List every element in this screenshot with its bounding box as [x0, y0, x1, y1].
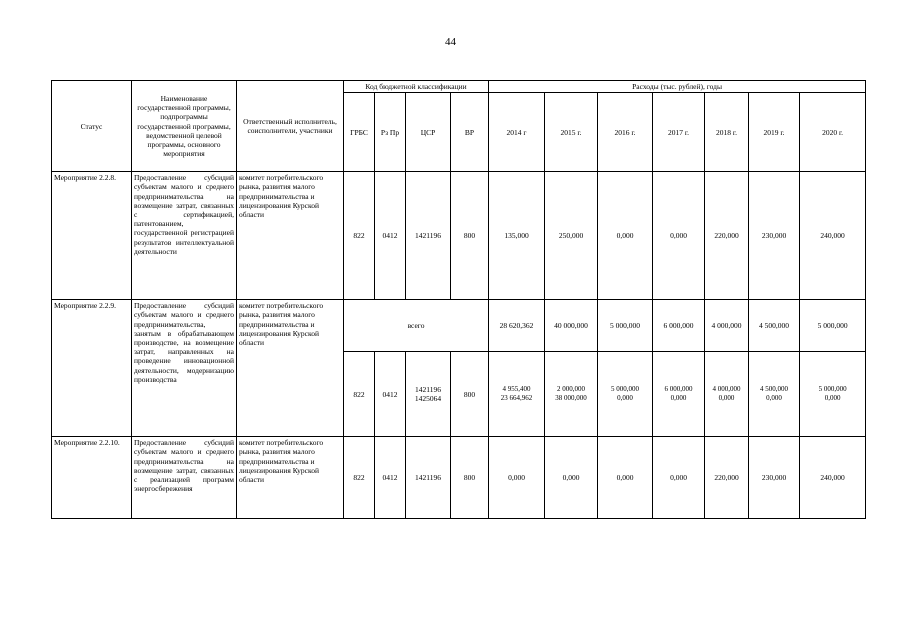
header-rzpr: Рз Пр	[375, 93, 406, 172]
row-rzpr: 0412	[375, 172, 406, 300]
value-line: 23 664,962	[500, 394, 533, 403]
row-csr: 1421196	[406, 437, 451, 519]
row-status: Мероприятие 2.2.8.	[52, 172, 132, 300]
value-line: 0,000	[766, 394, 782, 403]
header-grbs: ГРБС	[344, 93, 375, 172]
value-line: 0,000	[617, 394, 633, 403]
row-value: 240,000	[800, 437, 866, 519]
header-budget-code: Код бюджетной классификации	[344, 81, 489, 93]
row-rzpr: 0412	[375, 352, 406, 437]
row-responsible: комитет потребительского рынка, развития малого предпринимательства и лицензирования Курской области	[237, 172, 344, 300]
header-expenses: Расходы (тыс. рублей), годы	[489, 81, 866, 93]
row-value	[489, 352, 545, 437]
header-vr: ВР	[451, 93, 489, 172]
header-year: 2017 г.	[653, 93, 705, 172]
value-line: 6 000,000	[664, 385, 693, 393]
header-responsible: Ответственный исполнитель, соисполнители, участники	[237, 81, 344, 172]
row-value	[800, 352, 866, 437]
header-year: 2016 г.	[598, 93, 653, 172]
row-csr-line: 1421196	[415, 385, 441, 394]
row-name: Предоставление субсидий субъектам малого и среднего предпринимательства на возмещение затрат, связанных с сертификацией, патентованием, государственной регистрацией результатов интеллектуальной деятельности	[132, 172, 237, 300]
row-grbs: 822	[344, 352, 375, 437]
value-line: 5 000,000	[818, 385, 847, 393]
row-total-value: 28 620,362	[489, 300, 545, 352]
row-responsible: комитет потребительского рынка, развития малого предпринимательства и лицензирования Курской области	[237, 300, 344, 437]
row-value: 240,000	[800, 172, 866, 300]
value-line: 2 000,000	[557, 385, 586, 393]
table-row	[52, 437, 866, 519]
row-grbs: 822	[344, 172, 375, 300]
header-year: 2018 г.	[705, 93, 749, 172]
header-year: 2014 г	[489, 93, 545, 172]
header-row	[52, 81, 866, 93]
row-value	[749, 352, 800, 437]
row-total-value: 6 000,000	[653, 300, 705, 352]
value-line: 38 000,000	[555, 394, 587, 403]
value-line: 4 955,400	[502, 385, 531, 393]
row-total-value: 40 000,000	[545, 300, 598, 352]
row-name: Предоставление субсидий субъектам малого и среднего предпринимательства на возмещение затрат, связанных с реализацией программ энергосбережения	[132, 437, 237, 519]
row-value: 0,000	[653, 172, 705, 300]
row-value	[653, 352, 705, 437]
header-status: Статус	[52, 81, 132, 172]
budget-table	[51, 80, 866, 519]
row-value	[705, 352, 749, 437]
row-value: 230,000	[749, 437, 800, 519]
row-name: Предоставление субсидий субъектам малого и среднего предпринимательства, занятым в обрабатывающем производстве, на возмещение затрат, направленных на проведение инновационной деятельности, модернизацию производства	[132, 300, 237, 437]
row-value: 0,000	[598, 437, 653, 519]
header-csr: ЦСР	[406, 93, 451, 172]
row-total-value: 4 000,000	[705, 300, 749, 352]
row-responsible: комитет потребительского рынка, развития малого предпринимательства и лицензирования Курской области	[237, 437, 344, 519]
row-value: 220,000	[705, 437, 749, 519]
row-csr: 1421196	[406, 172, 451, 300]
table-row	[52, 172, 866, 300]
row-vr: 800	[451, 172, 489, 300]
value-line: 0,000	[718, 394, 735, 403]
row-value: 250,000	[545, 172, 598, 300]
row-total-value: 5 000,000	[800, 300, 866, 352]
table-row	[52, 300, 866, 352]
value-line: 5 000,000	[611, 385, 640, 393]
row-value: 0,000	[653, 437, 705, 519]
value-line: 0,000	[670, 394, 687, 403]
row-status: Мероприятие 2.2.10.	[52, 437, 132, 519]
row-grbs: 822	[344, 437, 375, 519]
row-value	[598, 352, 653, 437]
value-line: 4 500,000	[760, 385, 789, 393]
row-csr	[406, 352, 451, 437]
value-line: 0,000	[824, 394, 841, 403]
row-value: 230,000	[749, 172, 800, 300]
row-csr-line: 1425064	[414, 394, 442, 404]
value-line: 4 000,000	[712, 385, 741, 393]
row-vr: 800	[451, 352, 489, 437]
row-value: 135,000	[489, 172, 545, 300]
row-value: 0,000	[598, 172, 653, 300]
row-value	[545, 352, 598, 437]
row-status: Мероприятие 2.2.9.	[52, 300, 132, 437]
row-vr: 800	[451, 437, 489, 519]
row-total-value: 5 000,000	[598, 300, 653, 352]
header-name: Наименование государственной программы, подпрограммы государственной программы, ведомственной целевой программы, основного мероприятия	[132, 81, 237, 172]
page-number: 44	[445, 36, 456, 48]
row-rzpr: 0412	[375, 437, 406, 519]
header-year: 2015 г.	[545, 93, 598, 172]
row-total-label: всего	[344, 300, 489, 352]
row-value: 220,000	[705, 172, 749, 300]
header-year: 2020 г.	[800, 93, 866, 172]
row-total-value: 4 500,000	[749, 300, 800, 352]
header-year: 2019 г.	[749, 93, 800, 172]
row-value: 0,000	[489, 437, 545, 519]
row-value: 0,000	[545, 437, 598, 519]
